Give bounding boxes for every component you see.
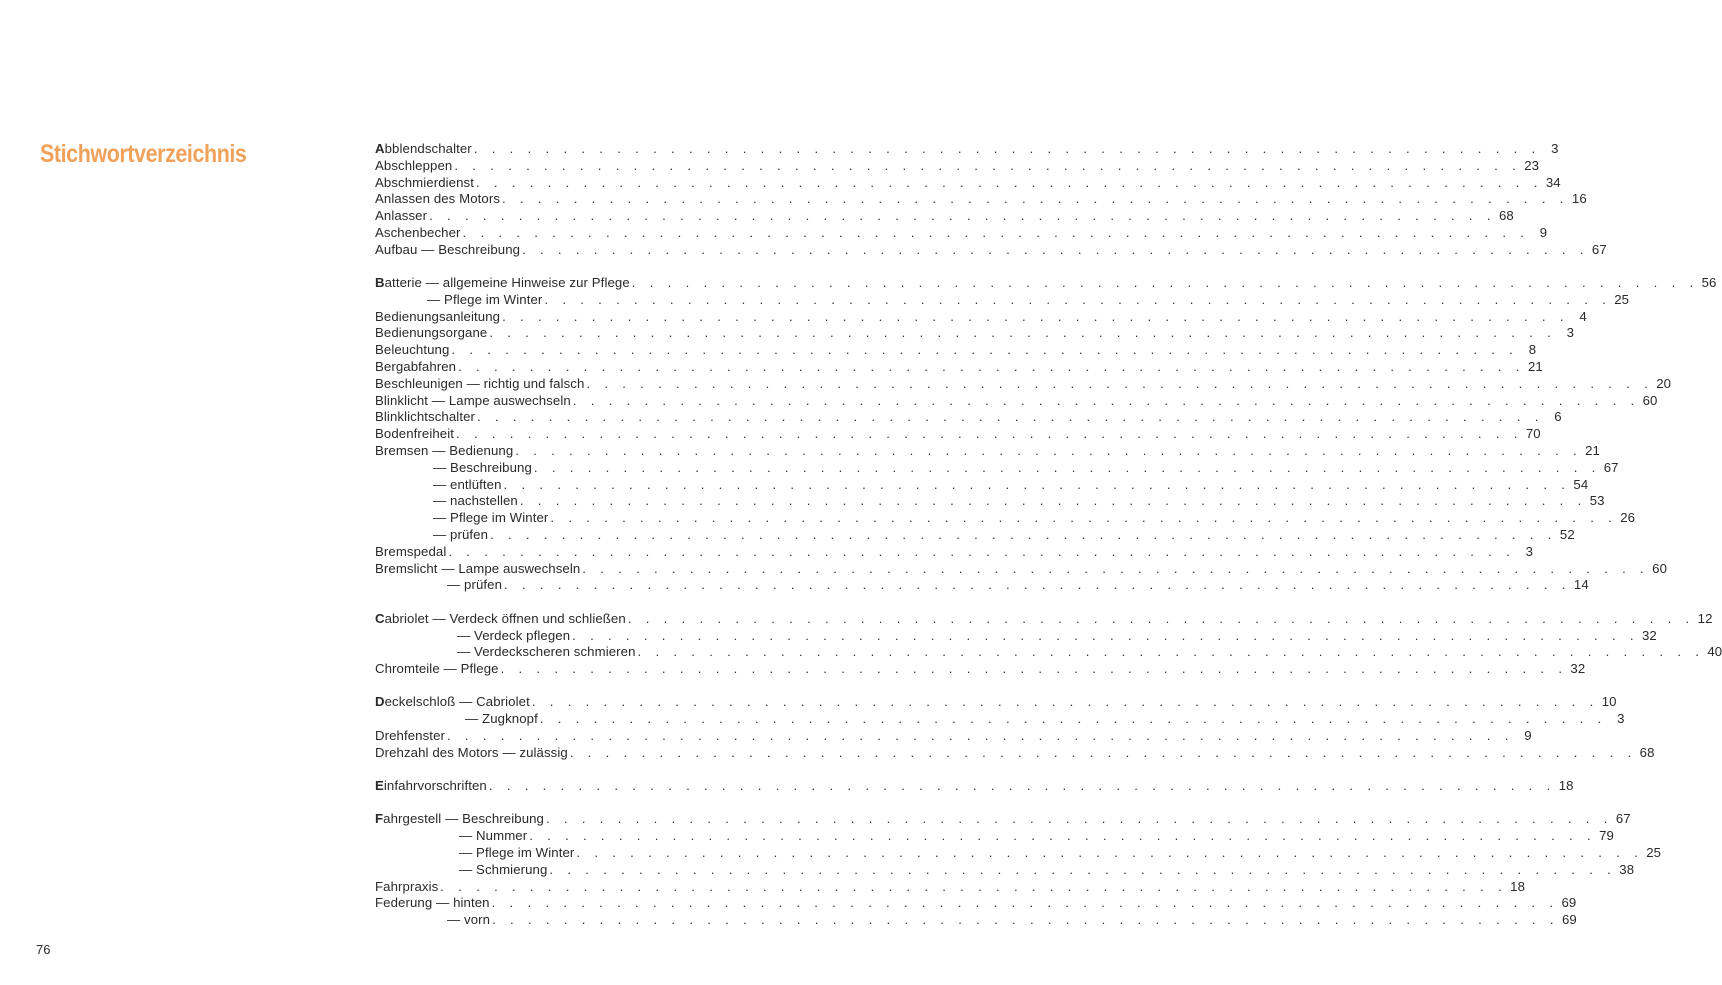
entry-text: Blinklichtschalter — [375, 409, 476, 425]
dot-leader: . . . . . . . . . . . . . . . . . . . . . . . . . . . . . . . . . . . . . . . . . . . . . . . . . . . . . . . . . . . . — [429, 208, 1496, 224]
dot-leader: . . . . . . . . . . . . . . . . . . . . . . . . . . . . . . . . . . . . . . . . . . . . . . . . . . . . . . . . . . . . — [477, 409, 1544, 425]
index-entry — [375, 560, 1668, 578]
entry-text: — vorn — [447, 912, 491, 928]
entry-page: 8 — [1528, 342, 1537, 358]
entry-text: Bremsen — Bedienung — [375, 443, 514, 459]
entry-page: 4 — [1579, 308, 1587, 324]
dot-leader: . . . . . . . . . . . . . . . . . . . . . . . . . . . . . . . . . . . . . . . . . . . . . . . . . . . . . . . . . . . . — [627, 610, 1695, 626]
entry-term — [375, 426, 454, 443]
entry-term — [375, 745, 568, 762]
entry-text: — prüfen — [433, 527, 489, 543]
entry-page: 21 — [1585, 443, 1600, 459]
entry-page: 25 — [1646, 844, 1662, 860]
index-entry — [375, 342, 1537, 359]
index-group — [375, 694, 1655, 761]
entry-term — [375, 845, 574, 862]
entry-term — [375, 393, 571, 410]
entry-text: Federung — hinten — [375, 895, 490, 911]
index-entry — [375, 308, 1587, 326]
index-list — [375, 141, 1722, 945]
index-entry — [375, 912, 1577, 929]
entry-page: 32 — [1570, 661, 1586, 677]
entry-page: 3 — [1617, 711, 1625, 727]
entry-term — [375, 325, 487, 342]
entry-page: 20 — [1656, 375, 1672, 391]
entry-text: Chromteile — Pflege — [375, 661, 499, 677]
entry-text: Drehfenster — [375, 728, 445, 743]
entry-page: 9 — [1524, 728, 1532, 743]
index-entry — [375, 409, 1562, 426]
entry-term — [375, 443, 513, 460]
entry-page: 12 — [1697, 610, 1713, 626]
entry-text: — Nummer — [459, 828, 528, 844]
entry-page: 23 — [1524, 157, 1540, 173]
dot-leader: . . . . . . . . . . . . . . . . . . . . . . . . . . . . . . . . . . . . . . . . . . . . . . . . . . . . . . . . . . . . — [456, 426, 1523, 442]
index-entry — [375, 443, 1600, 460]
entry-page: 60 — [1652, 560, 1668, 576]
entry-page: 67 — [1615, 811, 1631, 827]
entry-page: 67 — [1591, 241, 1607, 257]
entry-page: 68 — [1498, 208, 1514, 224]
entry-term — [375, 828, 527, 845]
entry-term — [375, 711, 538, 728]
index-entry — [375, 375, 1672, 393]
entry-text: bblendschalter — [384, 141, 472, 156]
index-entry — [375, 157, 1540, 175]
initial-letter: E — [375, 778, 384, 794]
entry-term — [375, 191, 500, 208]
entry-text: — Pflege im Winter — [433, 510, 549, 526]
entry-text: — Pflege im Winter — [427, 291, 543, 307]
entry-term — [375, 359, 456, 376]
entry-page: 56 — [1701, 275, 1717, 291]
dot-leader: . . . . . . . . . . . . . . . . . . . . . . . . . . . . . . . . . . . . . . . . . . . . . . . . . . . . . . . . . . . . — [448, 543, 1516, 559]
entry-page: 68 — [1639, 744, 1655, 760]
entry-text: eckelschloß — Cabriolet — [384, 694, 530, 710]
dot-leader: . . . . . . . . . . . . . . . . . . . . . . . . . . . . . . . . . . . . . . . . . . . . . . . . . . . . . . . . . . . . — [491, 895, 1559, 911]
entry-term — [375, 493, 518, 510]
dot-leader: . . . . . . . . . . . . . . . . . . . . . . . . . . . . . . . . . . . . . . . . . . . . . . . . . . . . . . . . . . . . — [500, 661, 1568, 677]
entry-term — [375, 460, 532, 477]
dot-leader: . . . . . . . . . . . . . . . . . . . . . . . . . . . . . . . . . . . . . . . . . . . . . . . . . . . . . . . . . . . . — [533, 459, 1601, 475]
index-group — [375, 275, 1717, 594]
entry-text: Bedienungsorgane — [375, 325, 488, 341]
entry-page: 32 — [1641, 627, 1657, 643]
entry-term — [375, 342, 449, 359]
dot-leader: . . . . . . . . . . . . . . . . . . . . . . . . . . . . . . . . . . . . . . . . . . . . . . . . . . . . . . . . . . . . — [631, 275, 1699, 291]
index-entry — [375, 476, 1589, 494]
entry-page: 9 — [1539, 224, 1548, 240]
entry-term — [375, 895, 490, 912]
entry-page: 21 — [1527, 359, 1543, 375]
entry-page: 69 — [1561, 912, 1577, 928]
entry-term — [375, 611, 626, 628]
dot-leader: . . . . . . . . . . . . . . . . . . . . . . . . . . . . . . . . . . . . . . . . . . . . . . . . . . . . . . . . . . . . — [569, 744, 1637, 760]
entry-term — [375, 141, 472, 158]
index-entry — [375, 359, 1543, 376]
entry-term — [375, 208, 427, 225]
entry-page: 70 — [1525, 426, 1541, 442]
entry-term — [375, 175, 474, 192]
entry-term — [375, 577, 502, 594]
entry-page: 79 — [1599, 828, 1614, 844]
entry-text: — entlüften — [433, 476, 502, 492]
dot-leader: . . . . . . . . . . . . . . . . . . . . . . . . . . . . . . . . . . . . . . . . . . . . . . . . . . . . . . . . . . . . — [489, 325, 1557, 341]
dot-leader: . . . . . . . . . . . . . . . . . . . . . . . . . . . . . . . . . . . . . . . . . . . . . . . . . . . . . . . . . . . . — [637, 644, 1705, 660]
index-entry — [375, 208, 1514, 225]
dot-leader: . . . . . . . . . . . . . . . . . . . . . . . . . . . . . . . . . . . . . . . . . . . . . . . . . . . . . . . . . . . . — [447, 728, 1514, 743]
entry-page: 18 — [1558, 778, 1574, 794]
dot-leader: . . . . . . . . . . . . . . . . . . . . . . . . . . . . . . . . . . . . . . . . . . . . . . . . . . . . . . . . . . . . — [488, 778, 1556, 794]
entry-term — [375, 527, 488, 544]
entry-text: atterie — allgemeine Hinweise zur Pflege — [384, 275, 630, 291]
dot-leader: . . . . . . . . . . . . . . . . . . . . . . . . . . . . . . . . . . . . . . . . . . . . . . . . . . . . . . . . . . . . — [458, 359, 1525, 375]
entry-page: 26 — [1620, 510, 1636, 526]
entry-page: 54 — [1573, 476, 1589, 492]
index-entry — [375, 426, 1541, 443]
index-entry — [375, 711, 1625, 728]
entry-term — [375, 477, 502, 494]
entry-page: 60 — [1642, 392, 1658, 408]
entry-page: 3 — [1525, 543, 1534, 559]
dot-leader: . . . . . . . . . . . . . . . . . . . . . . . . . . . . . . . . . . . . . . . . . . . . . . . . . . . . . . . . . . . . — [586, 375, 1654, 391]
entry-text: Bedienungsanleitung — [375, 308, 501, 324]
entry-term — [375, 225, 461, 242]
dot-leader: . . . . . . . . . . . . . . . . . . . . . . . . . . . . . . . . . . . . . . . . . . . . . . . . . . . . . . . . . . . . — [539, 711, 1607, 727]
entry-text: Beschleunigen — richtig und falsch — [375, 375, 585, 391]
entry-text: Drehzahl des Motors — zulässig — [375, 744, 568, 760]
dot-leader: . . . . . . . . . . . . . . . . . . . . . . . . . . . . . . . . . . . . . . . . . . . . . . . . . . . . . . . . . . . . — [550, 510, 1618, 526]
index-entry — [375, 493, 1605, 510]
index-entry — [375, 577, 1589, 594]
index-entry — [375, 392, 1658, 410]
index-entry — [375, 694, 1617, 711]
index-entry — [375, 728, 1532, 745]
entry-term — [375, 292, 542, 309]
index-entry — [375, 744, 1655, 762]
index-entry — [375, 861, 1635, 879]
initial-letter: B — [375, 275, 385, 291]
entry-text: Abschmierdienst — [375, 174, 474, 190]
entry-page: 3 — [1566, 325, 1575, 341]
entry-page: 67 — [1603, 459, 1619, 475]
entry-term — [375, 275, 630, 292]
index-entry — [375, 224, 1548, 242]
entry-page: 25 — [1614, 291, 1630, 307]
dot-leader: . . . . . . . . . . . . . . . . . . . . . . . . . . . . . . . . . . . . . . . . . . . . . . . . . . . . . . . . . . . . — [576, 844, 1644, 860]
entry-term — [375, 561, 580, 578]
dot-leader: . . . . . . . . . . . . . . . . . . . . . . . . . . . . . . . . . . . . . . . . . . . . . . . . . . . . . . . . . . . . — [582, 560, 1650, 576]
entry-term — [375, 811, 544, 828]
entry-text: Beleuchtung — [375, 342, 450, 358]
index-entry — [375, 828, 1614, 845]
entry-text: infahrvorschriften — [383, 778, 487, 794]
dot-leader: . . . . . . . . . . . . . . . . . . . . . . . . . . . . . . . . . . . . . . . . . . . . . . . . . . . . . . . . . . . . — [529, 828, 1596, 844]
entry-page: 10 — [1601, 694, 1617, 710]
index-entry — [375, 543, 1534, 561]
entry-term — [375, 644, 636, 661]
entry-term — [375, 158, 452, 175]
index-entry — [375, 291, 1630, 309]
entry-term — [375, 628, 570, 645]
index-group — [375, 778, 1574, 795]
entry-term — [375, 409, 475, 426]
entry-text: Bodenfreiheit — [375, 426, 455, 442]
dot-leader: . . . . . . . . . . . . . . . . . . . . . . . . . . . . . . . . . . . . . . . . . . . . . . . . . . . . . . . . . . . . — [490, 527, 1557, 543]
entry-text: Fahrpraxis — [375, 878, 439, 894]
index-entry — [375, 241, 1607, 259]
entry-term — [375, 376, 584, 393]
initial-letter: A — [375, 141, 385, 156]
index-entry — [375, 141, 1559, 158]
entry-page: 53 — [1589, 493, 1605, 509]
dot-leader: . . . . . . . . . . . . . . . . . . . . . . . . . . . . . . . . . . . . . . . . . . . . . . . . . . . . . . . . . . . . — [462, 224, 1530, 240]
index-entry — [375, 778, 1574, 795]
entry-term — [375, 862, 547, 879]
entry-text: Abschleppen — [375, 157, 453, 173]
index-entry — [375, 610, 1713, 628]
dot-leader: . . . . . . . . . . . . . . . . . . . . . . . . . . . . . . . . . . . . . . . . . . . . . . . . . . . . . . . . . . . . — [473, 141, 1541, 156]
index-entry — [375, 191, 1587, 208]
entry-text: — Zugknopf — [465, 711, 538, 727]
dot-leader: . . . . . . . . . . . . . . . . . . . . . . . . . . . . . . . . . . . . . . . . . . . . . . . . . . . . . . . . . . . . — [454, 157, 1522, 173]
index-group — [375, 141, 1607, 259]
dot-leader: . . . . . . . . . . . . . . . . . . . . . . . . . . . . . . . . . . . . . . . . . . . . . . . . . . . . . . . . . . . . — [572, 392, 1640, 408]
index-entry — [375, 895, 1577, 912]
entry-page: 69 — [1561, 895, 1577, 911]
entry-page: 38 — [1619, 861, 1635, 877]
index-entry — [375, 510, 1636, 527]
entry-text: Anlasser — [375, 208, 428, 224]
index-entry — [375, 627, 1657, 645]
dot-leader: . . . . . . . . . . . . . . . . . . . . . . . . . . . . . . . . . . . . . . . . . . . . . . . . . . . . . . . . . . . . — [475, 174, 1543, 190]
page-number: 76 — [36, 942, 51, 957]
entry-text: — nachstellen — [433, 493, 518, 509]
initial-letter: C — [375, 610, 385, 626]
entry-text: Anlassen des Motors — [375, 191, 501, 207]
entry-term — [375, 309, 500, 326]
index-entry — [375, 661, 1586, 678]
entry-term — [375, 912, 490, 929]
dot-leader: . . . . . . . . . . . . . . . . . . . . . . . . . . . . . . . . . . . . . . . . . . . . . . . . . . . . . . . . . . . . — [451, 342, 1519, 358]
entry-term — [375, 544, 446, 561]
index-entry — [375, 644, 1722, 661]
dot-leader: . . . . . . . . . . . . . . . . . . . . . . . . . . . . . . . . . . . . . . . . . . . . . . . . . . . . . . . . . . . . — [519, 493, 1587, 509]
entry-page: 14 — [1573, 577, 1589, 593]
entry-page: 6 — [1554, 409, 1562, 425]
index-entry — [375, 325, 1575, 342]
entry-term — [375, 694, 530, 711]
dot-leader: . . . . . . . . . . . . . . . . . . . . . . . . . . . . . . . . . . . . . . . . . . . . . . . . . . . . . . . . . . . . — [531, 694, 1599, 710]
entry-text: — Schmierung — [459, 861, 548, 877]
dot-leader: . . . . . . . . . . . . . . . . . . . . . . . . . . . . . . . . . . . . . . . . . . . . . . . . . . . . . . . . . . . . — [546, 811, 1613, 827]
entry-term — [375, 510, 548, 527]
index-entry — [375, 844, 1662, 862]
page-title: Stichwortverzeichnis — [40, 140, 247, 168]
entry-text: — Pflege im Winter — [459, 844, 575, 860]
dot-leader: . . . . . . . . . . . . . . . . . . . . . . . . . . . . . . . . . . . . . . . . . . . . . . . . . . . . . . . . . . . . — [522, 241, 1589, 257]
dot-leader: . . . . . . . . . . . . . . . . . . . . . . . . . . . . . . . . . . . . . . . . . . . . . . . . . . . . . . . . . . . . — [503, 476, 1571, 492]
index-entry — [375, 459, 1619, 477]
entry-text: Blinklicht — Lampe auswechseln — [375, 392, 571, 408]
entry-text: — Beschreibung — [433, 459, 532, 475]
initial-letter: D — [375, 694, 385, 710]
entry-term — [375, 242, 520, 259]
entry-term — [375, 661, 499, 678]
entry-term — [375, 879, 438, 896]
entry-page: 18 — [1510, 878, 1526, 894]
entry-page: 34 — [1545, 174, 1561, 190]
index-entry — [375, 174, 1561, 192]
entry-text: — prüfen — [447, 577, 503, 593]
entry-text: Bremspedal — [375, 543, 447, 559]
index-entry — [375, 527, 1575, 544]
entry-page: 3 — [1551, 141, 1559, 156]
dot-leader: . . . . . . . . . . . . . . . . . . . . . . . . . . . . . . . . . . . . . . . . . . . . . . . . . . . . . . . . . . . . — [440, 878, 1508, 894]
index-entry — [375, 811, 1631, 828]
entry-page: 16 — [1571, 191, 1587, 207]
dot-leader: . . . . . . . . . . . . . . . . . . . . . . . . . . . . . . . . . . . . . . . . . . . . . . . . . . . . . . . . . . . . — [515, 443, 1582, 459]
dot-leader: . . . . . . . . . . . . . . . . . . . . . . . . . . . . . . . . . . . . . . . . . . . . . . . . . . . . . . . . . . . . — [502, 191, 1569, 207]
dot-leader: . . . . . . . . . . . . . . . . . . . . . . . . . . . . . . . . . . . . . . . . . . . . . . . . . . . . . . . . . . . . — [572, 627, 1639, 643]
entry-text: ahrgestell — Beschreibung — [383, 811, 544, 827]
entry-text: — Verdeckscheren schmieren — [457, 644, 636, 660]
entry-text: — Verdeck pflegen — [457, 627, 571, 643]
entry-text: Bergabfahren — [375, 359, 457, 375]
index-group — [375, 811, 1662, 929]
dot-leader: . . . . . . . . . . . . . . . . . . . . . . . . . . . . . . . . . . . . . . . . . . . . . . . . . . . . . . . . . . . . — [502, 308, 1569, 324]
dot-leader: . . . . . . . . . . . . . . . . . . . . . . . . . . . . . . . . . . . . . . . . . . . . . . . . . . . . . . . . . . . . — [549, 861, 1617, 877]
entry-term — [375, 728, 445, 745]
entry-term — [375, 778, 487, 795]
entry-page: 52 — [1559, 527, 1575, 543]
entry-text: Aschenbecher — [375, 224, 461, 240]
entry-text: Aufbau — Beschreibung — [375, 241, 521, 257]
dot-leader: . . . . . . . . . . . . . . . . . . . . . . . . . . . . . . . . . . . . . . . . . . . . . . . . . . . . . . . . . . . . — [544, 291, 1612, 307]
dot-leader: . . . . . . . . . . . . . . . . . . . . . . . . . . . . . . . . . . . . . . . . . . . . . . . . . . . . . . . . . . . . — [492, 912, 1559, 928]
initial-letter: F — [375, 811, 384, 827]
dot-leader: . . . . . . . . . . . . . . . . . . . . . . . . . . . . . . . . . . . . . . . . . . . . . . . . . . . . . . . . . . . . — [504, 577, 1571, 593]
entry-text: Bremslicht — Lampe auswechseln — [375, 560, 581, 576]
index-group — [375, 610, 1722, 678]
index-entry — [375, 275, 1717, 292]
entry-text: abriolet — Verdeck öffnen und schließen — [384, 610, 626, 626]
index-entry — [375, 878, 1526, 896]
entry-page: 40 — [1707, 644, 1722, 660]
